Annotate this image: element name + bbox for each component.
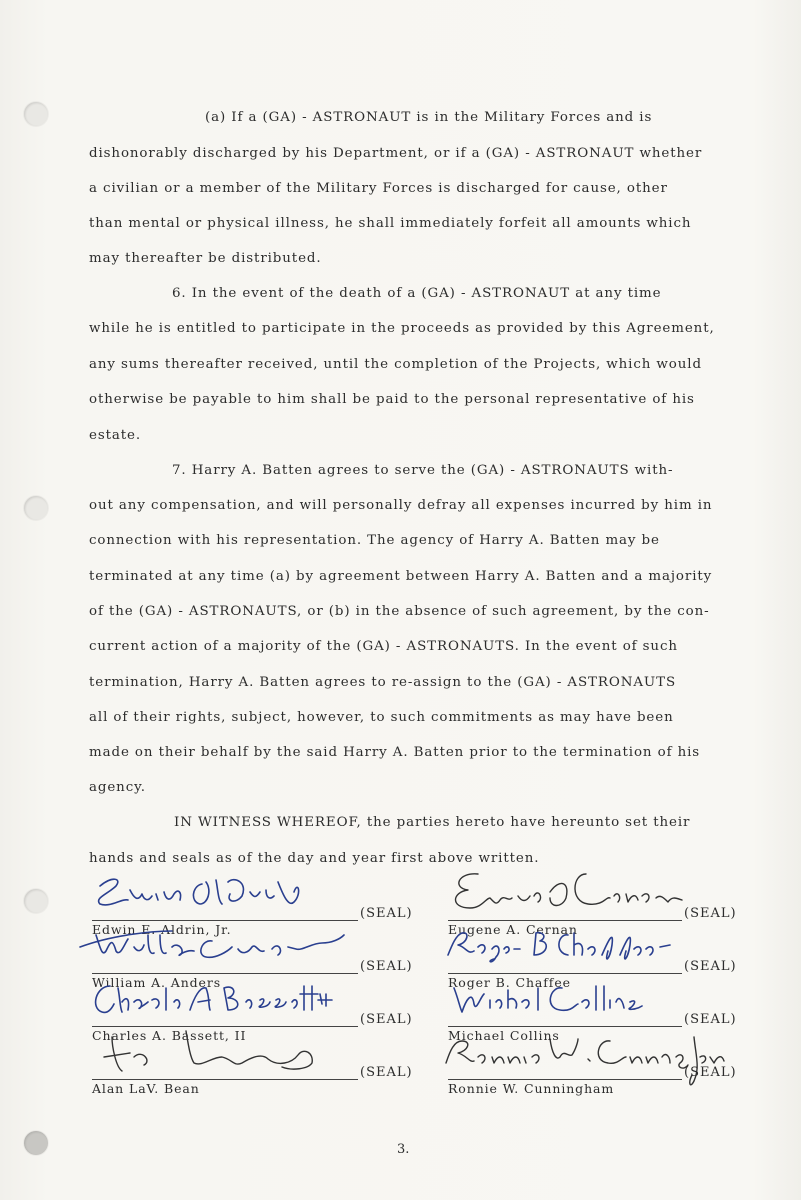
body-line: made on their behalf by the said Harry A. Batten prior to the termination of his xyxy=(89,745,701,760)
body-line: of the (GA) - ASTRONAUTS, or (b) in the absence of such agreement, by the con- xyxy=(89,604,710,619)
body-line: connection with his representation. The agency of Harry A. Batten may be xyxy=(89,533,660,548)
seal-label: (SEAL) xyxy=(360,959,413,974)
page-number: 3. xyxy=(397,1142,410,1157)
signatory-name: Alan LaV. Bean xyxy=(92,1081,200,1096)
signature-bean xyxy=(82,1027,342,1087)
body-line: hands and seals as of the day and year first above written. xyxy=(89,851,540,866)
body-line: out any compensation, and will personally defray all expenses incurred by him in xyxy=(89,498,713,513)
seal-label: (SEAL) xyxy=(684,1012,737,1027)
signatory-name: William A. Anders xyxy=(92,975,222,990)
seal-label: (SEAL) xyxy=(360,1065,413,1080)
punch-hole-top xyxy=(24,102,48,126)
seal-label: (SEAL) xyxy=(684,1065,737,1080)
signature-cernan xyxy=(438,868,698,928)
signature-collins xyxy=(438,974,698,1034)
seal-label: (SEAL) xyxy=(360,1012,413,1027)
signatory-name: Edwin E. Aldrin, Jr. xyxy=(92,922,232,937)
signature-anders xyxy=(82,921,362,981)
signatory-name: Eugene A. Cernan xyxy=(448,922,578,937)
punch-hole-lower xyxy=(24,889,48,913)
signatory-name: Roger B. Chaffee xyxy=(448,975,571,990)
body-line: terminated at any time (a) by agreement between Harry A. Batten and a majority xyxy=(89,569,713,584)
body-line: while he is entitled to participate in the proceeds as provided by this Agreement, xyxy=(89,321,715,336)
body-line: dishonorably discharged by his Department, or if a (GA) - ASTRONAUT whether xyxy=(89,146,703,161)
seal-label: (SEAL) xyxy=(684,906,737,921)
seal-label: (SEAL) xyxy=(684,959,737,974)
punch-hole-middle xyxy=(24,496,48,520)
body-line: all of their rights, subject, however, to such commitments as may have been xyxy=(89,710,674,725)
signatory-name: Ronnie W. Cunningham xyxy=(448,1081,615,1096)
body-line: IN WITNESS WHEREOF, the parties hereto have hereunto set their xyxy=(174,815,691,830)
body-line: agency. xyxy=(89,780,146,795)
signature-bassett xyxy=(82,974,342,1034)
signatory-name: Michael Collins xyxy=(448,1028,560,1043)
body-line: may thereafter be distributed. xyxy=(89,251,322,266)
body-line: termination, Harry A. Batten agrees to re-assign to the (GA) - ASTRONAUTS xyxy=(89,675,677,690)
signatory-name: Charles A. Bassett, II xyxy=(92,1028,247,1043)
seal-label: (SEAL) xyxy=(360,906,413,921)
signature-chaffee xyxy=(438,921,698,981)
body-line: (a) If a (GA) - ASTRONAUT is in the Military Forces and is xyxy=(205,110,653,125)
body-line: otherwise be payable to him shall be paid to the personal representative of his xyxy=(89,392,695,407)
punch-hole-bottom xyxy=(24,1131,48,1155)
body-line: 7. Harry A. Batten agrees to serve the (GA) - ASTRONAUTS with- xyxy=(172,463,674,478)
body-line: 6. In the event of the death of a (GA) - ASTRONAUT at any time xyxy=(172,286,662,301)
body-line: than mental or physical illness, he shall immediately forfeit all amounts which xyxy=(89,216,692,231)
body-line: current action of a majority of the (GA) - ASTRONAUTS. In the event of such xyxy=(89,639,678,654)
body-line: any sums thereafter received, until the completion of the Projects, which would xyxy=(89,357,702,372)
body-line: estate. xyxy=(89,428,142,443)
signature-aldrin xyxy=(82,868,342,928)
body-line: a civilian or a member of the Military Forces is discharged for cause, other xyxy=(89,181,668,196)
